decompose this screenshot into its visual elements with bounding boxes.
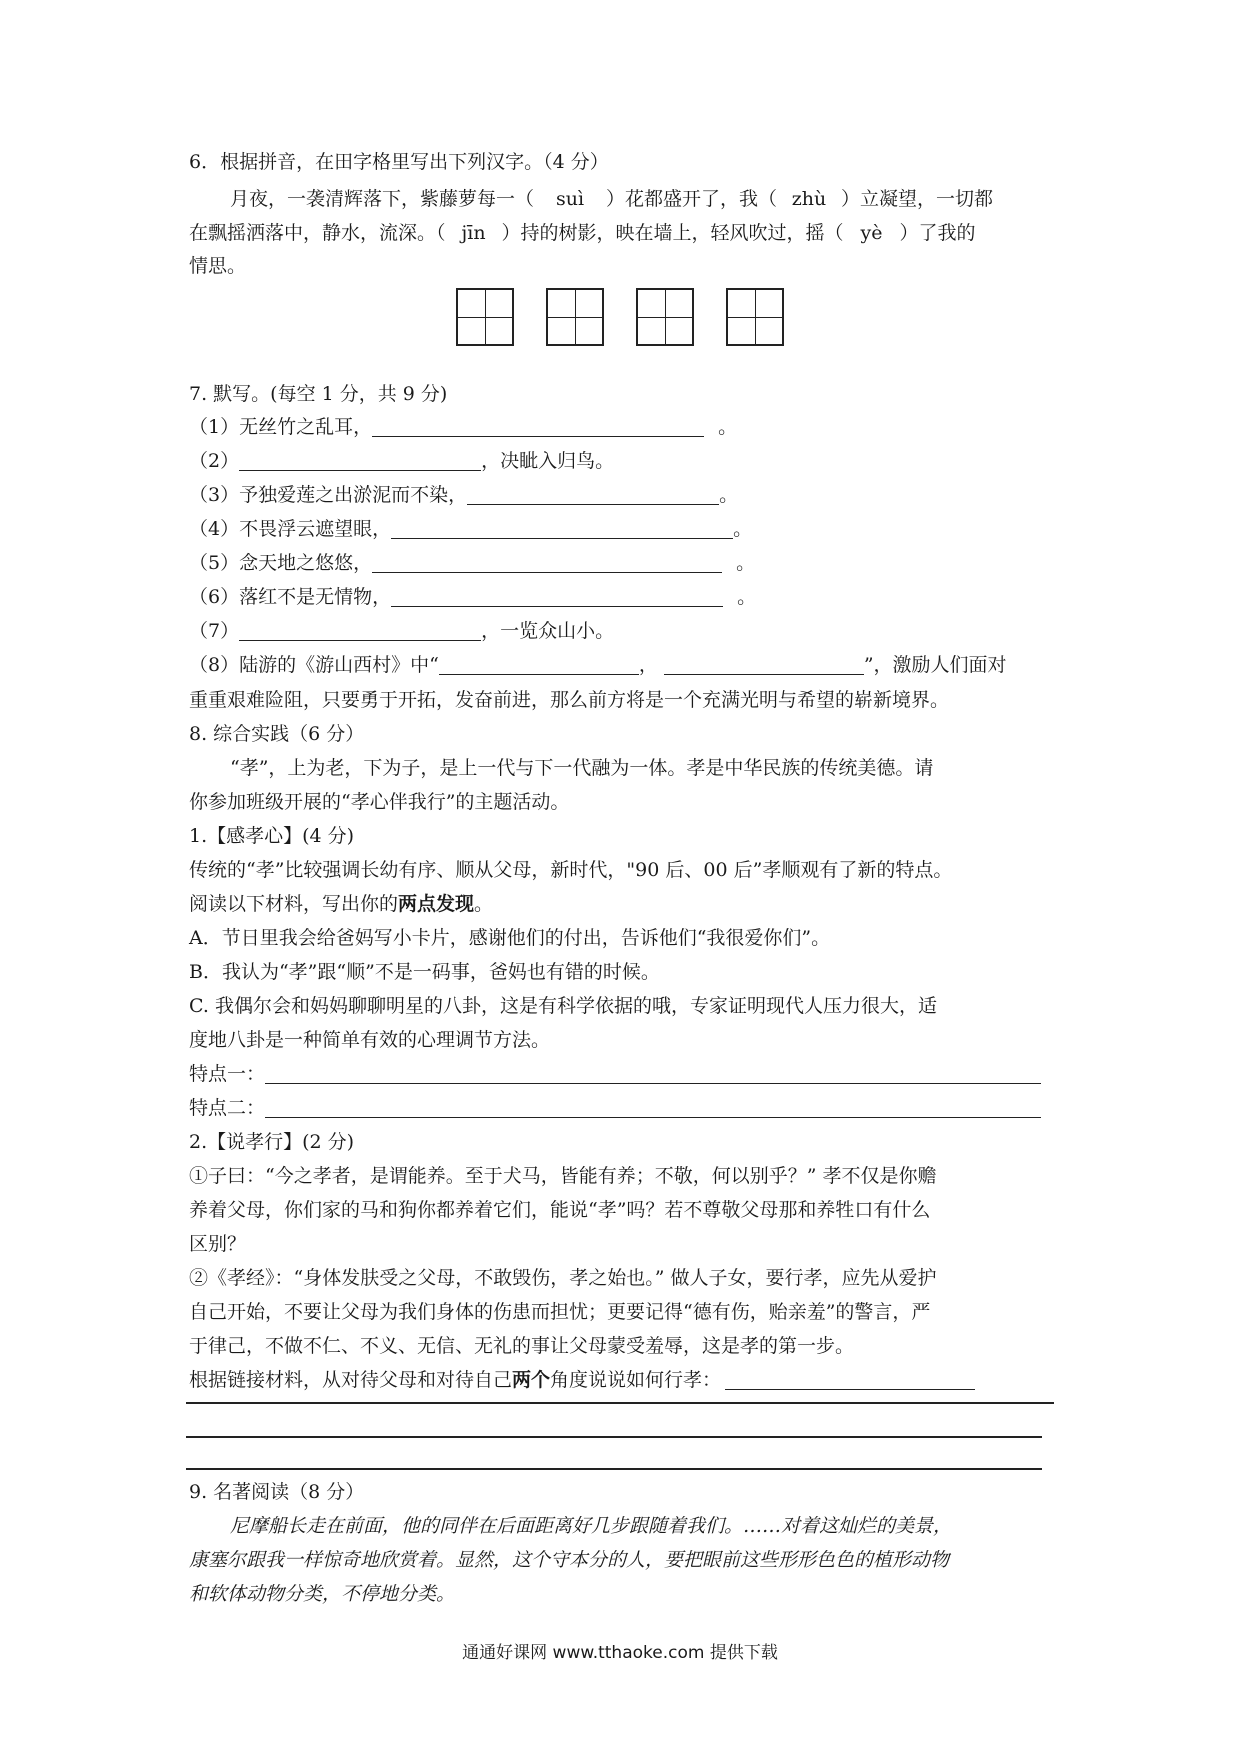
text: ）立凝望，一切都 xyxy=(841,188,994,210)
q6-paragraph-line-2 xyxy=(189,221,976,245)
text: ，决眦入归鸟。 xyxy=(481,450,615,472)
q8-intro-line-2: 你参加班级开展的“孝心伴我行”的主题活动。 xyxy=(189,791,570,813)
q8-title: 8. 综合实践（6 分） xyxy=(189,723,365,745)
text: 。 xyxy=(719,484,739,506)
q8-intro-line-1: “孝”，上为老，下为子，是上一代与下一代融为一体。孝是中华民族的传统美德。请 xyxy=(230,757,934,779)
answer-blank[interactable] xyxy=(391,588,723,607)
tianzige-box-4[interactable] xyxy=(726,288,784,346)
text: 。 xyxy=(737,586,757,608)
tianzige-box-2[interactable] xyxy=(546,288,604,346)
q7-item-1 xyxy=(189,415,737,439)
material-2-line-3: 于律己，不做不仁、不义、无信、无礼的事让父母蒙受羞辱，这是孝的第一步。 xyxy=(189,1335,855,1357)
q7-item-7 xyxy=(189,619,614,643)
text: 阅读以下材料，写出你的 xyxy=(189,893,399,915)
feature-1 xyxy=(189,1062,1041,1086)
text: 在飘摇洒落中，静水，流深。（ xyxy=(189,222,446,244)
q7-item-2 xyxy=(189,449,614,473)
option-a: A．节日里我会给爸妈写小卡片，感谢他们的付出，告诉他们“我很爱你们”。 xyxy=(189,927,831,949)
q6-title: 6．根据拼音，在田字格里写出下列汉字。（4 分） xyxy=(189,151,609,173)
text: 月夜，一袭清辉落下，紫藤萝每一（ xyxy=(230,188,535,210)
option-c-line-2: 度地八卦是一种简单有效的心理调节方法。 xyxy=(189,1029,551,1051)
pinyin-1: suì xyxy=(555,188,585,210)
q8-section-1-line-2 xyxy=(189,892,493,916)
pinyin-4: yè xyxy=(860,222,883,244)
material-1-line-2: 养着父母，你们家的马和狗你都养着它们，能说“孝”吗？若不尊敬父母那和养牲口有什么 xyxy=(189,1199,931,1221)
q8-section-2-question xyxy=(189,1368,975,1392)
q7-item-6 xyxy=(189,585,756,609)
material-1-line-3: 区别？ xyxy=(189,1233,247,1255)
text: 。 xyxy=(718,416,738,438)
page-footer: 通通好课网 www.tthaoke.com 提供下载 xyxy=(462,1643,778,1663)
q7-item-8-line-2: 重重艰难险阻，只要勇于开拓，发奋前进，那么前方将是一个充满光明与希望的崭新境界。 xyxy=(189,689,950,711)
answer-line-1[interactable] xyxy=(186,1402,1054,1404)
tianzige-box-1[interactable] xyxy=(456,288,514,346)
tianzige-box-3[interactable] xyxy=(636,288,694,346)
pinyin-3: jīn xyxy=(461,222,486,244)
text: 。 xyxy=(474,893,494,915)
text: ）持的树影，映在墙上，轻风吹过，摇（ xyxy=(501,222,844,244)
text: ”，激励人们面对 xyxy=(863,654,1007,676)
answer-blank[interactable] xyxy=(467,486,719,505)
text: ，一览众山小。 xyxy=(481,620,615,642)
q9-excerpt-line-3: 和软体动物分类，不停地分类。 xyxy=(189,1583,456,1605)
text: ）花都盛开了，我（ xyxy=(606,188,778,210)
material-2-line-1: ②《孝经》：“身体发肤受之父母，不敢毁伤，孝之始也。” 做人子女，要行孝，应先从爱护 xyxy=(189,1267,937,1289)
feature-2 xyxy=(189,1096,1041,1120)
label: 特点二： xyxy=(189,1097,266,1119)
q7-item-8 xyxy=(189,653,1007,677)
pinyin-2: zhù xyxy=(791,188,827,210)
answer-blank[interactable] xyxy=(239,622,481,641)
label: 特点一： xyxy=(189,1063,266,1085)
text: （1）无丝竹之乱耳， xyxy=(189,416,373,438)
text: （7） xyxy=(189,620,240,642)
answer-blank[interactable] xyxy=(725,1371,975,1390)
text: （3）予独爱莲之出淤泥而不染， xyxy=(189,484,468,506)
text: ）了我的 xyxy=(899,222,976,244)
text: ， xyxy=(638,654,658,676)
text: （6）落红不是无情物， xyxy=(189,586,392,608)
material-2-line-2: 自己开始，不要让父母为我们身体的伤患而担忧；更要记得“德有伤，贻亲羞”的警言，严 xyxy=(189,1301,931,1323)
text: （4）不畏浮云遮望眼， xyxy=(189,518,392,540)
q7-title: 7. 默写。(每空 1 分，共 9 分) xyxy=(189,383,448,405)
material-1-line-1: ①子曰：“今之孝者，是谓能养。至于犬马，皆能有养；不敬，何以别乎？” 孝不仅是你赡 xyxy=(189,1165,937,1187)
text: （8）陆游的《游山西村》中“ xyxy=(189,654,439,676)
answer-blank[interactable] xyxy=(372,418,704,437)
text: 角度说说如何行孝： xyxy=(550,1369,722,1391)
q7-item-5 xyxy=(189,551,755,575)
answer-blank[interactable] xyxy=(265,1065,1041,1084)
q9-excerpt-line-2: 康塞尔跟我一样惊奇地欣赏着。显然，这个守本分的人，要把眼前这些形形色色的植形动物 xyxy=(189,1549,950,1571)
answer-blank[interactable] xyxy=(372,554,722,573)
answer-line-3[interactable] xyxy=(186,1468,1042,1470)
answer-line-2[interactable] xyxy=(186,1436,1042,1438)
emphasis-text: 两点发现 xyxy=(398,893,475,915)
q7-item-3 xyxy=(189,483,738,507)
q8-section-1-line-1: 传统的“孝”比较强调长幼有序、顺从父母，新时代，"90 后、00 后”孝顺观有了新的特点。 xyxy=(189,859,953,881)
option-c-line-1: C. 我偶尔会和妈妈聊聊明星的八卦，这是有科学依据的哦，专家证明现代人压力很大，适 xyxy=(189,995,937,1017)
option-b: B．我认为“孝”跟“顺”不是一码事，爸妈也有错的时候。 xyxy=(189,961,660,983)
q8-section-1-title: 1.【感孝心】(4 分) xyxy=(189,825,355,847)
text: （5）念天地之悠悠， xyxy=(189,552,373,574)
q9-title: 9. 名著阅读（8 分） xyxy=(189,1481,365,1503)
answer-blank[interactable] xyxy=(664,656,864,675)
text: （2） xyxy=(189,450,240,472)
q8-section-2-title: 2.【说孝行】(2 分) xyxy=(189,1131,355,1153)
text: 根据链接材料，从对待父母和对待自己 xyxy=(189,1369,513,1391)
answer-blank[interactable] xyxy=(439,656,639,675)
q6-paragraph-line-3: 情思。 xyxy=(189,255,247,277)
emphasis-text: 两个 xyxy=(512,1369,551,1391)
q7-item-4 xyxy=(189,517,752,541)
q6-paragraph-line-1 xyxy=(230,187,993,211)
tianzige-grid-group xyxy=(456,288,786,350)
text: 。 xyxy=(733,518,753,540)
answer-blank[interactable] xyxy=(265,1099,1041,1118)
answer-blank[interactable] xyxy=(391,520,733,539)
q9-excerpt-line-1: 尼摩船长走在前面，他的同伴在后面距离好几步跟随着我们。……对着这灿烂的美景， xyxy=(230,1515,953,1537)
answer-blank[interactable] xyxy=(239,452,481,471)
text: 。 xyxy=(736,552,756,574)
